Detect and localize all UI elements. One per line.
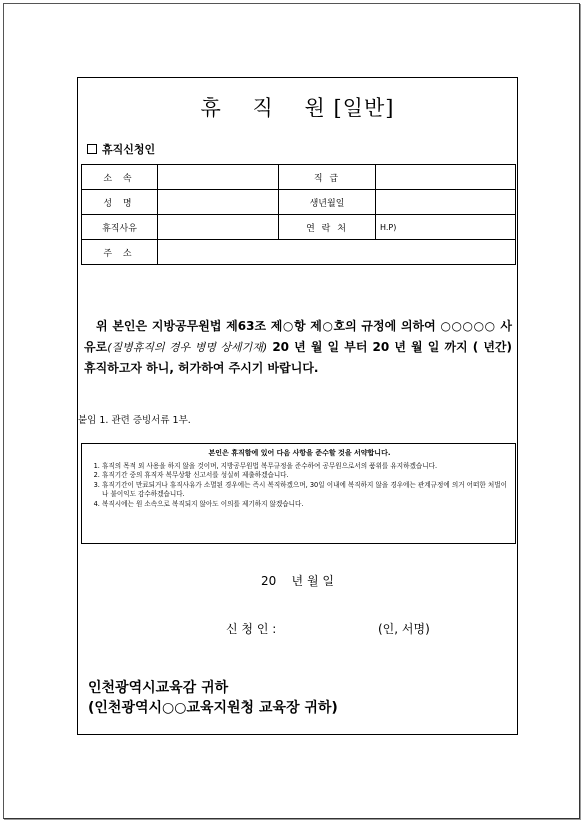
field-affiliation[interactable] [158,165,279,190]
form-title: 휴 직 원 [일반] [200,96,395,120]
label-birthdate: 생년월일 [279,190,376,215]
field-leave-reason[interactable] [158,215,279,240]
applicant-info-table [81,164,516,265]
addressee-line1: 인천광역시교육감 귀하 [88,680,229,696]
field-name[interactable] [158,190,279,215]
request-paragraph [84,316,512,379]
pledge-title: 본인은 휴직함에 있어 다음 사항을 준수할 것을 서약합니다. [208,449,391,457]
label-leave-reason: 휴직사유 [82,215,158,240]
label-name: 성 명 [82,190,158,215]
pledge-item: 4. 복직시에는 원 소속으로 복직되지 않아도 이의를 제기하지 않겠습니다. [102,500,507,510]
pledge-item: 3. 휴직기간이 만료되거나 휴직사유가 소멸된 경우에는 즉시 복직하겠으며, 30일 이내에 복직하지 않을 경우에는 관계규정에 의거 어떠한 처벌이나 불이익도 감수하겠습니다. [102,481,507,500]
table-row [82,165,516,190]
label-contact: 연 락 처 [279,215,376,240]
checkbox-square-icon [87,144,97,154]
field-address[interactable] [158,240,516,265]
table-row [82,190,516,215]
field-contact[interactable]: H.P) [376,215,516,240]
pledge-box [81,443,516,544]
page-frame [3,3,580,819]
pledge-list [92,462,507,510]
table-row [82,215,516,240]
label-address: 주 소 [82,240,158,265]
paragraph-note: (질병휴직의 경우 병명 상세기재) [107,341,268,354]
label-affiliation: 소 속 [82,165,158,190]
field-birthdate[interactable] [376,190,516,215]
section-title-text: 휴직신청인 [102,143,156,156]
paragraph-part3: 20 년 월 일 부터 20 년 월 일 까지 ( 년간) 휴직하고자 하니, 허가하여 주시기 바랍니다. [84,340,512,375]
leave-application-form [77,77,518,735]
pledge-item: 2. 휴직기간 중의 휴직자 복무상황 신고서를 성실히 제출하겠습니다. [102,471,507,481]
pledge-item: 1. 휴직의 목적 외 사용을 하지 않을 것이며, 지방공무원법 복무규정을 준수하여 공무원으로서의 품위를 유지하겠습니다. [102,462,507,472]
application-date: 20 년 월 일 [261,574,334,588]
section-title [87,141,155,157]
signature-label: (인, 서명) [378,622,430,636]
field-rank[interactable] [376,165,516,190]
paragraph-part1: 위 본인은 지방공무원법 제63조 제○항 제○호의 규정에 의하여 ○○○○○ 사유로 [84,319,512,354]
applicant-label: 신 청 인 : [226,622,277,636]
addressee [88,678,338,718]
attachment-line: 붙임 1. 관련 증빙서류 1부. [78,415,191,426]
addressee-line2: (인천광역시○○교육지원청 교육장 귀하) [88,700,338,716]
label-rank: 직 급 [279,165,376,190]
table-row [82,240,516,265]
